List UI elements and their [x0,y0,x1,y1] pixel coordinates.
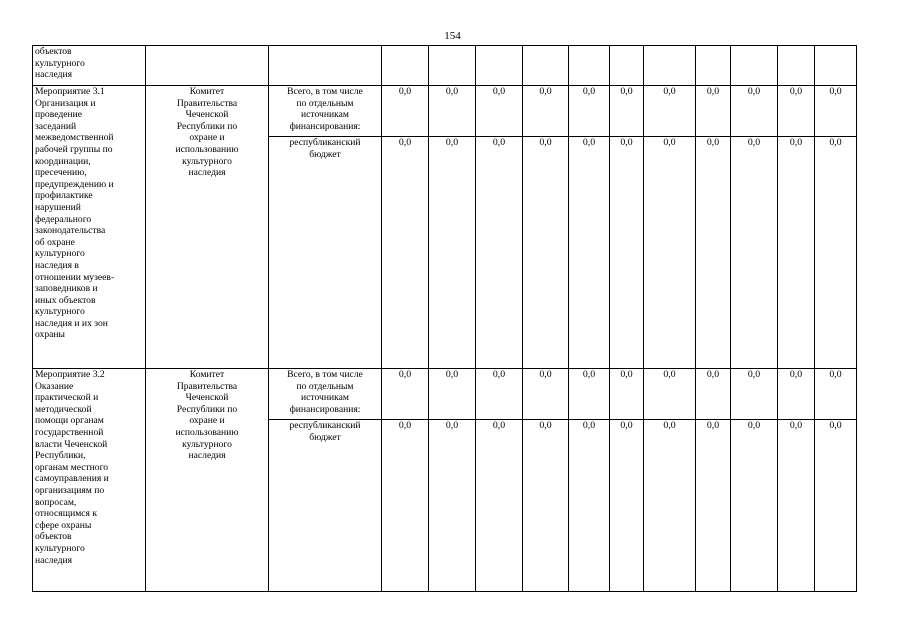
value-cell: 0,0 [815,86,857,137]
value-cell: 0,0 [778,137,815,369]
value-cell [476,46,523,86]
value-cell: 0,0 [815,369,857,420]
value-cell: 0,0 [429,137,476,369]
value-cell [778,46,815,86]
responsible-executor: Комитет Правительства Чеченской Республики по охране и использованию культурного наследия [146,369,269,592]
event-description: Мероприятие 3.1 Организация и проведение заседаний межведомственной рабочей группы по координации, пресечению, предупреждению и профилактике нарушений федерального законодательства об охране культурного наследия в отношении музеев- заповедников и иных объектов культурного наследия и их зон охраны [33,86,146,369]
value-cell: 0,0 [778,369,815,420]
value-cell [696,46,731,86]
event-description: объектов культурного наследия [33,46,146,86]
value-cell: 0,0 [569,369,610,420]
value-cell: 0,0 [429,86,476,137]
value-cell: 0,0 [569,420,610,592]
value-cell: 0,0 [382,137,429,369]
value-cell: 0,0 [815,420,857,592]
value-cell: 0,0 [778,420,815,592]
event-description: Мероприятие 3.2 Оказание практической и методической помощи органам государственной власти Чеченской Республики, органам местного самоуправления и организациям по вопросам, относящимся к сфере охраны объектов культурного наследия [33,369,146,592]
value-cell [815,46,857,86]
value-cell: 0,0 [696,420,731,592]
value-cell: 0,0 [429,420,476,592]
funding-source [269,46,382,86]
value-cell [644,46,696,86]
value-cell: 0,0 [731,369,778,420]
funding-source: республиканский бюджет [269,420,382,592]
table-row [33,369,857,420]
value-cell: 0,0 [644,369,696,420]
financing-table [32,45,857,592]
value-cell: 0,0 [815,137,857,369]
value-cell: 0,0 [696,137,731,369]
value-cell: 0,0 [569,137,610,369]
responsible-executor: Комитет Правительства Чеченской Республики по охране и использованию культурного наследия [146,86,269,369]
value-cell: 0,0 [382,369,429,420]
value-cell: 0,0 [731,137,778,369]
value-cell: 0,0 [476,369,523,420]
value-cell: 0,0 [731,86,778,137]
value-cell: 0,0 [523,420,569,592]
value-cell [610,46,644,86]
table-row [33,86,857,137]
responsible-executor [146,46,269,86]
value-cell [731,46,778,86]
value-cell: 0,0 [476,86,523,137]
value-cell: 0,0 [696,86,731,137]
value-cell [523,46,569,86]
value-cell: 0,0 [610,86,644,137]
funding-source: Всего, в том числе по отдельным источникам финансирования: [269,369,382,420]
funding-source: Всего, в том числе по отдельным источникам финансирования: [269,86,382,137]
value-cell: 0,0 [569,86,610,137]
funding-source: республиканский бюджет [269,137,382,369]
value-cell [569,46,610,86]
value-cell: 0,0 [696,369,731,420]
value-cell: 0,0 [644,137,696,369]
value-cell: 0,0 [644,86,696,137]
value-cell [429,46,476,86]
value-cell: 0,0 [523,137,569,369]
value-cell: 0,0 [731,420,778,592]
value-cell: 0,0 [523,86,569,137]
value-cell: 0,0 [429,369,476,420]
value-cell: 0,0 [610,137,644,369]
page-number: 154 [444,30,461,42]
value-cell: 0,0 [610,369,644,420]
table-row [33,46,857,86]
value-cell: 0,0 [382,86,429,137]
value-cell: 0,0 [382,420,429,592]
value-cell: 0,0 [476,137,523,369]
value-cell: 0,0 [476,420,523,592]
value-cell: 0,0 [610,420,644,592]
value-cell: 0,0 [778,86,815,137]
value-cell: 0,0 [523,369,569,420]
value-cell [382,46,429,86]
value-cell: 0,0 [644,420,696,592]
